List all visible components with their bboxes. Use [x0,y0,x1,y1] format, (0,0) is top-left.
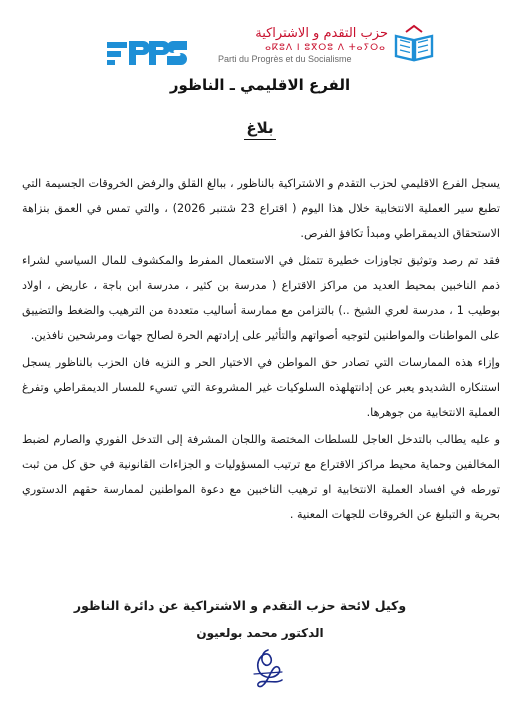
paragraph: يسجل الفرع الاقليمي لحزب التقدم و الاشتراكية بالناظور ، ببالغ القلق والرفض الخروقات الجسيمة التي تطبع سير العملية الانتخابية خلال هذا اليوم ( اقتراع 23 شتنبر 2026) ، والتي تمس في العمق بنزاهة الاستحقاق الديمقراطي ومبدأ تكافؤ الفرص. [22,177,500,240]
handwritten-signature-icon [238,644,298,694]
branch-title: الفرع الاقليمي ـ الناظور [169,76,351,94]
notice-title: بلاغ [244,119,275,140]
pps-logo-icon [107,38,189,68]
party-name-arabic: حزب التقدم و الاشتراكية [255,26,388,41]
paragraph: وإزاء هذه الممارسات التي تصادر حق المواطن في الاختيار الحر و النزيه فان الحزب بالناظور يسجل استنكاره الشديدو يعبر عن إدانتهلهذه السلوكيات غير المشروعة التي تسيء للمسار الديمقراطي وتفرغ العملية الانتخابية من جوهرها. [22,356,500,419]
signatory-name: الدكتور محمد بولعيون [196,626,324,640]
signatory-title: وكيل لائحة حزب التقدم و الاشتراكية عن دائرة الناظور [73,598,407,613]
paragraph: و عليه يطالب بالتدخل العاجل للسلطات المختصة واللجان المشرفة إلى التدخل الفوري والصارم لضبط المخالفين وحماية محيط مراكز الاقتراع مع ترتيب المسؤوليات و الجزاءات القانونية في حق كل من ثبت تورطه في افساد العملية الانتخابية او ترهيب الناخبين مع دعوة المواطنين لممارسة حقهم الدستوري بحرية و التبليغ عن الخروقات للجهات المعنية . [22,433,500,521]
open-book-logo-icon [392,24,436,64]
paragraph: فقد تم رصد وتوثيق تجاوزات خطيرة تتمثل في الاستعمال المفرط والمكشوف للمال السياسي لشراء ذمم الناخبين بمحيط العديد من مراكز الاقتراع ( مدرسة بن كثير ، مدرسة ابن باجة ، عاريض ، اولاد بوطيب 1 ، مدرسة لعري الشيخ ..) بالتزامن مع ممارسة أساليب متعددة من الترهيب والضغط والتضييق على المواطنات والمواطنين لتوجيه أصواتهم والتأثير على إرادتهم الحرة لصالح جهات ومرشحين نافذين. [22,254,500,342]
notice-heading [0,118,520,137]
party-name-tifinagh: ⴰⴽⵓⴷ ⵏ ⵓⴳⵔⵓ ⴷ ⵜⴰⵢⵔⴰ [265,43,386,53]
party-name-french: Parti du Progrès et du Socialisme [218,54,352,64]
notice-body [22,171,500,529]
